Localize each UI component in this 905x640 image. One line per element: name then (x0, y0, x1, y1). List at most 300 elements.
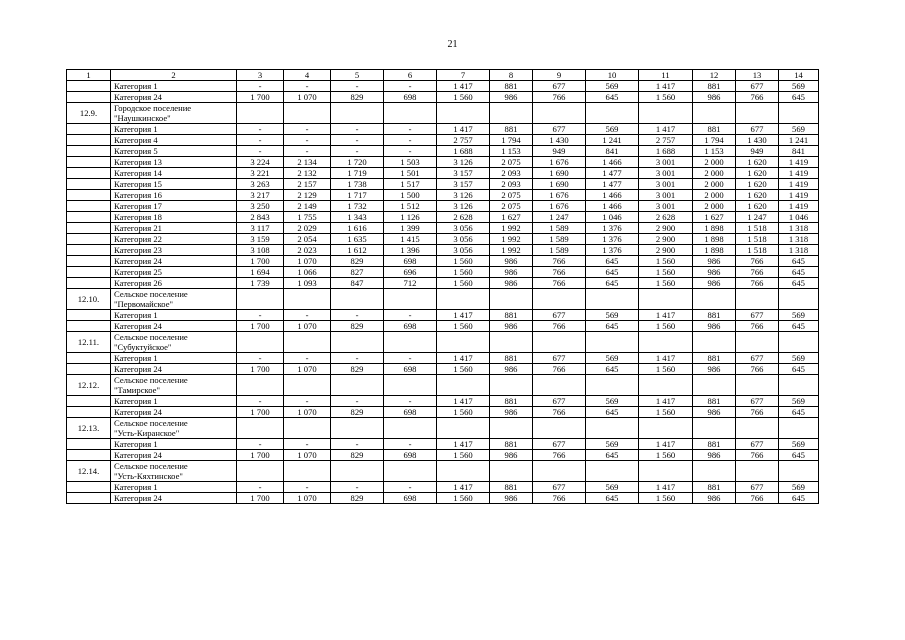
value-cell: 986 (490, 450, 533, 461)
empty-cell (237, 289, 284, 310)
row-code (67, 135, 111, 146)
table-row (67, 439, 819, 450)
value-cell: 1 518 (736, 223, 779, 234)
section-name (111, 461, 237, 482)
value-cell: 1 318 (779, 234, 819, 245)
value-cell: 1 700 (237, 364, 284, 375)
value-cell: 2 075 (490, 157, 533, 168)
value-cell: 1 700 (237, 321, 284, 332)
value-cell: 949 (736, 146, 779, 157)
table-row (67, 321, 819, 332)
value-cell: 2 093 (490, 168, 533, 179)
value-cell: 677 (533, 396, 586, 407)
value-cell: 1 700 (237, 493, 284, 504)
value-cell: 881 (693, 396, 736, 407)
value-cell: 986 (490, 92, 533, 103)
empty-cell (331, 418, 384, 439)
value-cell: 766 (533, 407, 586, 418)
value-cell: 1 589 (533, 223, 586, 234)
value-cell: - (384, 396, 437, 407)
empty-cell (331, 103, 384, 124)
value-cell: 645 (779, 278, 819, 289)
value-cell: 569 (779, 396, 819, 407)
section-row (67, 375, 819, 396)
value-cell: 677 (533, 310, 586, 321)
value-cell: 1 720 (331, 157, 384, 168)
value-cell: 569 (586, 439, 639, 450)
empty-cell (490, 289, 533, 310)
value-cell: 1 560 (437, 407, 490, 418)
table-row (67, 396, 819, 407)
empty-cell (284, 332, 331, 353)
row-code (67, 310, 111, 321)
value-cell: - (284, 353, 331, 364)
row-category: Категория 24 (111, 256, 237, 267)
empty-cell (533, 103, 586, 124)
row-code (67, 321, 111, 332)
row-category: Категория 26 (111, 278, 237, 289)
row-code (67, 190, 111, 201)
value-cell: 1 898 (693, 245, 736, 256)
value-cell: 1 719 (331, 168, 384, 179)
header-cell: 4 (284, 70, 331, 81)
value-cell: 569 (586, 310, 639, 321)
value-cell: 1 620 (736, 168, 779, 179)
value-cell: 986 (693, 267, 736, 278)
section-code: 12.10. (67, 289, 111, 310)
empty-cell (693, 418, 736, 439)
section-name-line: "Тамирское" (114, 385, 160, 395)
value-cell: 1 419 (779, 201, 819, 212)
value-cell: - (237, 353, 284, 364)
value-cell: 645 (586, 92, 639, 103)
value-cell: 1 517 (384, 179, 437, 190)
value-cell: 1 898 (693, 223, 736, 234)
value-cell: 645 (586, 256, 639, 267)
value-cell: 1 046 (586, 212, 639, 223)
value-cell: 3 126 (437, 190, 490, 201)
value-cell: - (331, 146, 384, 157)
value-cell: 645 (779, 92, 819, 103)
value-cell: 766 (736, 267, 779, 278)
empty-cell (639, 289, 693, 310)
value-cell: 3 056 (437, 234, 490, 245)
empty-cell (331, 289, 384, 310)
value-cell: 986 (490, 321, 533, 332)
empty-cell (331, 461, 384, 482)
empty-cell (586, 332, 639, 353)
value-cell: 1 627 (693, 212, 736, 223)
value-cell: 766 (533, 450, 586, 461)
empty-cell (736, 461, 779, 482)
value-cell: 3 108 (237, 245, 284, 256)
value-cell: 2 132 (284, 168, 331, 179)
empty-cell (693, 332, 736, 353)
empty-cell (533, 461, 586, 482)
value-cell: 698 (384, 407, 437, 418)
value-cell: 1 717 (331, 190, 384, 201)
value-cell: 986 (693, 364, 736, 375)
table-row (67, 92, 819, 103)
value-cell: - (331, 396, 384, 407)
value-cell: 1 992 (490, 234, 533, 245)
value-cell: 2 000 (693, 190, 736, 201)
empty-cell (693, 461, 736, 482)
row-code (67, 92, 111, 103)
empty-cell (586, 103, 639, 124)
value-cell: 1 620 (736, 157, 779, 168)
value-cell: 986 (693, 278, 736, 289)
empty-cell (437, 375, 490, 396)
value-cell: 2 000 (693, 157, 736, 168)
value-cell: 1 688 (437, 146, 490, 157)
value-cell: 2 000 (693, 168, 736, 179)
section-name-line: "Субуктуйское" (114, 342, 172, 352)
row-category: Категория 1 (111, 396, 237, 407)
section-row (67, 289, 819, 310)
value-cell: 3 157 (437, 179, 490, 190)
value-cell: 1 512 (384, 201, 437, 212)
value-cell: 1 376 (586, 245, 639, 256)
row-code (67, 267, 111, 278)
value-cell: 1 694 (237, 267, 284, 278)
empty-cell (284, 103, 331, 124)
empty-cell (490, 461, 533, 482)
value-cell: 1 247 (736, 212, 779, 223)
value-cell: 1 700 (237, 92, 284, 103)
value-cell: - (331, 353, 384, 364)
table-row (67, 278, 819, 289)
row-category: Категория 25 (111, 267, 237, 278)
value-cell: 829 (331, 92, 384, 103)
page-number: 21 (447, 39, 458, 50)
value-cell: - (284, 482, 331, 493)
header-cell: 8 (490, 70, 533, 81)
value-cell: 1 500 (384, 190, 437, 201)
value-cell: 698 (384, 450, 437, 461)
value-cell: - (331, 124, 384, 135)
value-cell: 2 900 (639, 234, 693, 245)
value-cell: 1 700 (237, 256, 284, 267)
table-row (67, 157, 819, 168)
value-cell: 698 (384, 493, 437, 504)
value-cell: 1 417 (437, 396, 490, 407)
value-cell: - (237, 124, 284, 135)
value-cell: 2 000 (693, 201, 736, 212)
empty-cell (779, 332, 819, 353)
value-cell: 2 843 (237, 212, 284, 223)
table-row (67, 482, 819, 493)
row-category: Категория 5 (111, 146, 237, 157)
value-cell: 986 (693, 92, 736, 103)
value-cell: - (331, 135, 384, 146)
empty-cell (437, 418, 490, 439)
row-code (67, 179, 111, 190)
value-cell: 2 757 (639, 135, 693, 146)
value-cell: 1 560 (639, 493, 693, 504)
table-row (67, 135, 819, 146)
table-row (67, 450, 819, 461)
value-cell: 645 (779, 407, 819, 418)
value-cell: 881 (693, 353, 736, 364)
row-category: Категория 24 (111, 364, 237, 375)
value-cell: 766 (533, 493, 586, 504)
empty-cell (533, 289, 586, 310)
empty-cell (779, 418, 819, 439)
row-code (67, 278, 111, 289)
row-code (67, 493, 111, 504)
empty-cell (384, 461, 437, 482)
value-cell: 569 (586, 396, 639, 407)
value-cell: 2 900 (639, 223, 693, 234)
value-cell: 3 157 (437, 168, 490, 179)
value-cell: 2 757 (437, 135, 490, 146)
value-cell: 986 (490, 493, 533, 504)
table-row (67, 256, 819, 267)
section-code: 12.9. (67, 103, 111, 124)
value-cell: 1 794 (490, 135, 533, 146)
value-cell: 1 376 (586, 223, 639, 234)
value-cell: 698 (384, 256, 437, 267)
table-row (67, 234, 819, 245)
empty-cell (331, 332, 384, 353)
row-code (67, 450, 111, 461)
value-cell: 3 221 (237, 168, 284, 179)
value-cell: 1 589 (533, 245, 586, 256)
value-cell: - (384, 482, 437, 493)
value-cell: 881 (693, 439, 736, 450)
value-cell: 1 070 (284, 450, 331, 461)
value-cell: 1 676 (533, 190, 586, 201)
header-cell: 9 (533, 70, 586, 81)
value-cell: 698 (384, 92, 437, 103)
table-header-row (67, 70, 819, 81)
section-code: 12.13. (67, 418, 111, 439)
section-name (111, 289, 237, 310)
row-code (67, 168, 111, 179)
value-cell: 2 628 (437, 212, 490, 223)
row-code (67, 201, 111, 212)
value-cell: - (284, 396, 331, 407)
value-cell: 1 612 (331, 245, 384, 256)
table-body (67, 70, 819, 504)
value-cell: 2 149 (284, 201, 331, 212)
value-cell: - (384, 439, 437, 450)
row-code (67, 256, 111, 267)
value-cell: 827 (331, 267, 384, 278)
row-category: Категория 21 (111, 223, 237, 234)
value-cell: 1 589 (533, 234, 586, 245)
value-cell: - (331, 81, 384, 92)
value-cell: 1 417 (437, 439, 490, 450)
value-cell: 1 560 (639, 278, 693, 289)
section-name-line: "Усть-Кяхтинское" (114, 471, 183, 481)
value-cell: 2 157 (284, 179, 331, 190)
section-row (67, 103, 819, 124)
empty-cell (533, 375, 586, 396)
value-cell: 1 417 (437, 482, 490, 493)
value-cell: 1 430 (736, 135, 779, 146)
value-cell: 1 992 (490, 223, 533, 234)
value-cell: 829 (331, 256, 384, 267)
row-category: Категория 1 (111, 353, 237, 364)
value-cell: 1 093 (284, 278, 331, 289)
value-cell: - (237, 482, 284, 493)
section-row (67, 332, 819, 353)
section-name-line: Сельское поселение (114, 332, 188, 342)
empty-cell (586, 375, 639, 396)
value-cell: 1 501 (384, 168, 437, 179)
value-cell: 645 (586, 267, 639, 278)
row-code (67, 81, 111, 92)
value-cell: 1 690 (533, 179, 586, 190)
row-category: Категория 14 (111, 168, 237, 179)
value-cell: 1 070 (284, 256, 331, 267)
value-cell: 766 (736, 407, 779, 418)
row-category: Категория 23 (111, 245, 237, 256)
value-cell: 569 (586, 124, 639, 135)
value-cell: 1 419 (779, 157, 819, 168)
value-cell: 645 (779, 364, 819, 375)
value-cell: - (284, 146, 331, 157)
value-cell: 1 247 (533, 212, 586, 223)
table-row (67, 493, 819, 504)
empty-cell (237, 332, 284, 353)
value-cell: 881 (490, 124, 533, 135)
value-cell: 1 477 (586, 179, 639, 190)
section-name-line: Сельское поселение (114, 375, 188, 385)
value-cell: 712 (384, 278, 437, 289)
value-cell: 1 620 (736, 179, 779, 190)
value-cell: 1 560 (437, 364, 490, 375)
value-cell: 3 217 (237, 190, 284, 201)
value-cell: 1 560 (639, 321, 693, 332)
value-cell: 1 560 (437, 321, 490, 332)
empty-cell (284, 375, 331, 396)
table-row (67, 223, 819, 234)
value-cell: 698 (384, 321, 437, 332)
value-cell: 1 898 (693, 234, 736, 245)
row-code (67, 223, 111, 234)
empty-cell (586, 289, 639, 310)
value-cell: 1 417 (437, 81, 490, 92)
empty-cell (639, 418, 693, 439)
value-cell: 766 (533, 256, 586, 267)
row-code (67, 212, 111, 223)
value-cell: 1 560 (437, 92, 490, 103)
value-cell: 1 560 (639, 407, 693, 418)
value-cell: 698 (384, 364, 437, 375)
row-category: Категория 1 (111, 81, 237, 92)
empty-cell (384, 332, 437, 353)
value-cell: 841 (779, 146, 819, 157)
tariff-table (66, 69, 819, 504)
value-cell: - (237, 135, 284, 146)
row-category: Категория 4 (111, 135, 237, 146)
value-cell: 1 241 (586, 135, 639, 146)
value-cell: 1 417 (437, 124, 490, 135)
header-cell: 1 (67, 70, 111, 81)
value-cell: 1 046 (779, 212, 819, 223)
table-row (67, 168, 819, 179)
value-cell: - (384, 81, 437, 92)
row-category: Категория 1 (111, 482, 237, 493)
empty-cell (284, 418, 331, 439)
value-cell: 766 (736, 450, 779, 461)
value-cell: 1 343 (331, 212, 384, 223)
value-cell: 696 (384, 267, 437, 278)
empty-cell (384, 103, 437, 124)
row-code (67, 353, 111, 364)
value-cell: 1 417 (639, 353, 693, 364)
value-cell: 2 075 (490, 201, 533, 212)
header-cell: 2 (111, 70, 237, 81)
table-row (67, 212, 819, 223)
empty-cell (437, 103, 490, 124)
value-cell: 1 627 (490, 212, 533, 223)
value-cell: 1 518 (736, 245, 779, 256)
value-cell: 1 419 (779, 190, 819, 201)
value-cell: 1 560 (437, 278, 490, 289)
value-cell: 1 417 (639, 482, 693, 493)
value-cell: 645 (779, 493, 819, 504)
value-cell: 1 616 (331, 223, 384, 234)
value-cell: 1 518 (736, 234, 779, 245)
empty-cell (586, 418, 639, 439)
empty-cell (490, 332, 533, 353)
value-cell: 1 070 (284, 493, 331, 504)
row-category: Категория 1 (111, 310, 237, 321)
row-category: Категория 24 (111, 407, 237, 418)
value-cell: 677 (736, 482, 779, 493)
section-name-line: "Первомайское" (114, 299, 174, 309)
table-row (67, 353, 819, 364)
value-cell: 1 417 (437, 310, 490, 321)
value-cell: - (284, 439, 331, 450)
value-cell: 1 700 (237, 407, 284, 418)
value-cell: 1 635 (331, 234, 384, 245)
value-cell: 829 (331, 407, 384, 418)
table-row (67, 190, 819, 201)
value-cell: - (284, 135, 331, 146)
row-code (67, 234, 111, 245)
section-name (111, 103, 237, 124)
row-code (67, 407, 111, 418)
value-cell: - (284, 81, 331, 92)
value-cell: 3 224 (237, 157, 284, 168)
empty-cell (384, 289, 437, 310)
value-cell: 881 (490, 353, 533, 364)
value-cell: 569 (779, 353, 819, 364)
value-cell: 829 (331, 364, 384, 375)
table-row (67, 245, 819, 256)
value-cell: 986 (490, 278, 533, 289)
value-cell: 881 (693, 310, 736, 321)
header-cell: 10 (586, 70, 639, 81)
value-cell: 1 417 (639, 81, 693, 92)
value-cell: 986 (490, 256, 533, 267)
value-cell: 1 560 (639, 364, 693, 375)
empty-cell (533, 418, 586, 439)
empty-cell (237, 461, 284, 482)
value-cell: 986 (693, 493, 736, 504)
value-cell: 766 (736, 278, 779, 289)
value-cell: 569 (586, 353, 639, 364)
value-cell: 569 (779, 124, 819, 135)
empty-cell (693, 375, 736, 396)
value-cell: - (237, 310, 284, 321)
value-cell: 645 (586, 321, 639, 332)
